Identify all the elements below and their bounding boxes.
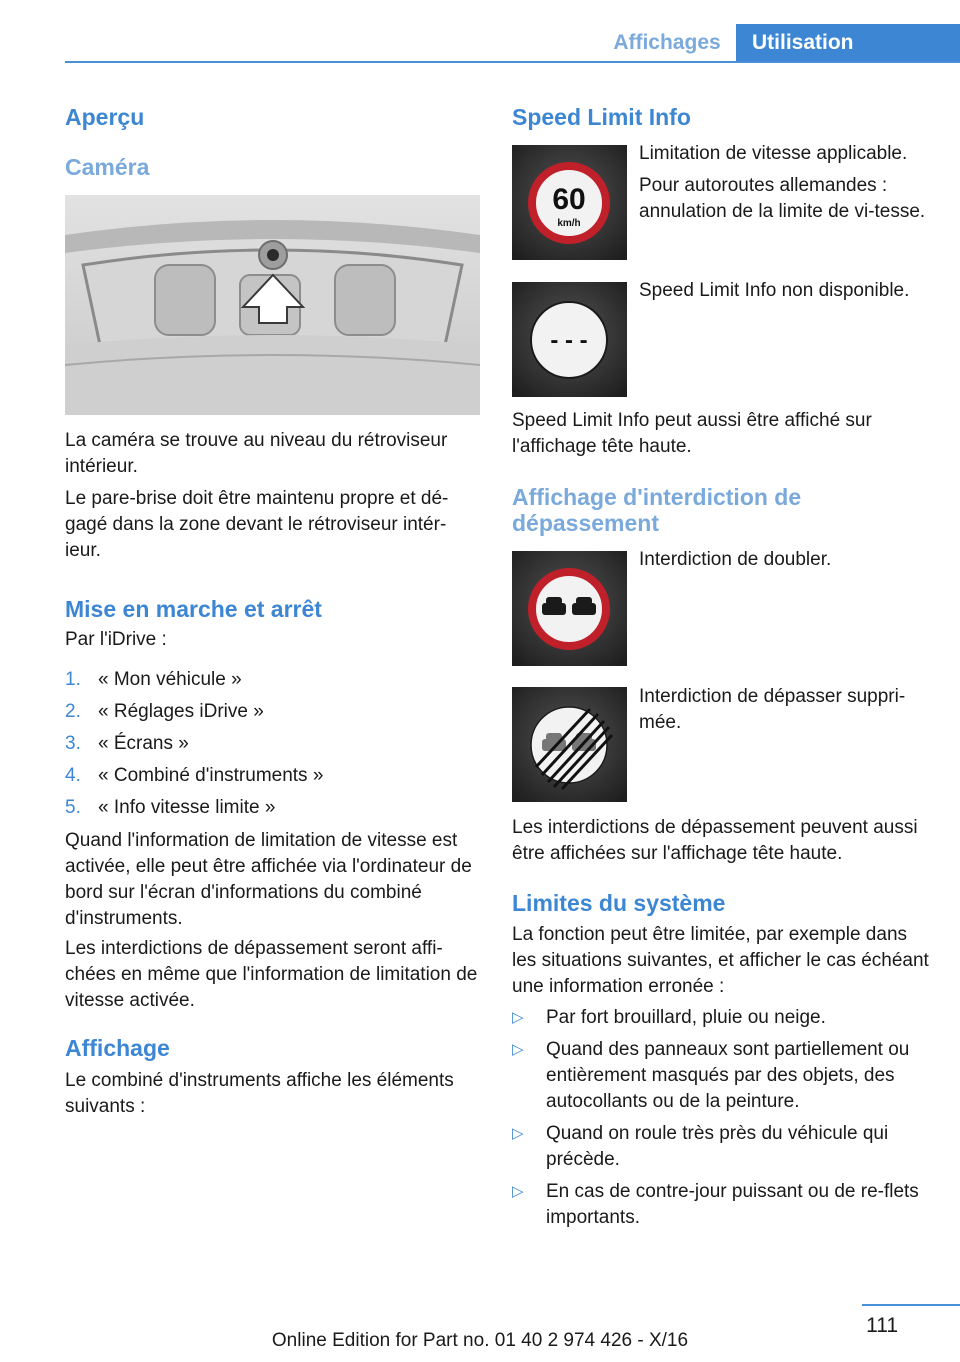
heading-limites: Limites du système [512, 890, 726, 916]
list-item: 4. « Combiné d'instruments » [65, 765, 324, 786]
header-rule [65, 61, 960, 63]
edition-note: Online Edition for Part no. 01 40 2 974 426 - X/16 [271, 1330, 689, 1351]
sign1-caption: Limitation de vitesse applicable. [639, 143, 908, 164]
mise-paragraph-2: Les interdictions de dépassement seront affi‐chées en même que l'information de limitation de vitesse activée. [65, 938, 478, 1011]
heading-interdiction: Affichage d'interdiction de dépassement [512, 484, 802, 536]
car-interior-image [65, 195, 480, 415]
heading-affichage: Affichage [65, 1035, 170, 1061]
header-section-tab: Affichages [613, 31, 721, 54]
sign-speed-60 [512, 145, 627, 260]
camera-paragraph-1: La caméra se trouve au niveau du rétroviseur intérieur. [65, 430, 448, 477]
header-chapter-tab: Utilisation [736, 24, 960, 63]
limites-list [512, 1005, 932, 1237]
speed-paragraph: Speed Limit Info peut aussi être affiché sur l'affichage tête haute. [512, 410, 872, 457]
sign3-caption: Interdiction de doubler. [639, 549, 832, 570]
camera-illustration [65, 195, 480, 415]
list-item: 2. « Réglages iDrive » [65, 701, 264, 722]
affichage-paragraph: Le combiné d'instruments affiche les éléments suivants : [65, 1070, 454, 1117]
list-item: ▷ En cas de contre-jour puissant ou de re‐flets importants. [512, 1181, 919, 1228]
interdiction-paragraph: Les interdictions de dépassement peuvent aussi être affichées sur l'affichage tête haute. [512, 817, 918, 864]
sign-speed-unavailable [512, 282, 627, 397]
bullet-triangle-icon: ▷ [512, 1125, 524, 1142]
sign-no-overtaking [512, 551, 627, 666]
bullet-triangle-icon: ▷ [512, 1009, 524, 1026]
heading-mise-en-marche: Mise en marche et arrêt [65, 596, 322, 622]
limites-paragraph: La fonction peut être limitée, par exemple dans les situations suivantes, et afficher le cas échéant une information erronée : [512, 924, 929, 997]
mise-intro: Par l'iDrive : [65, 629, 167, 650]
sign-speed-value: 60 [552, 183, 586, 216]
bullet-triangle-icon: ▷ [512, 1183, 524, 1200]
menu-path-list [65, 667, 480, 827]
sign-speed-unit: km/h [557, 218, 581, 229]
page-number: 111 [866, 1314, 898, 1337]
sign4-caption: Interdiction de dépasser suppri‐mée. [639, 686, 906, 733]
list-item: 1. « Mon véhicule » [65, 669, 242, 690]
list-item: ▷ Par fort brouillard, pluie ou neige. [512, 1005, 932, 1031]
camera-paragraph-2: Le pare-brise doit être maintenu propre et dé‐gagé dans la zone devant le rétroviseur intér‐ieur. [65, 488, 449, 561]
heading-speed-limit-info: Speed Limit Info [512, 104, 691, 130]
sign-dashes: - - - [550, 327, 588, 354]
heading-camera: Caméra [65, 154, 150, 180]
sign2-caption: Speed Limit Info non disponible. [639, 280, 910, 301]
list-item: ▷ Quand on roule très près du véhicule qui précède. [512, 1123, 889, 1170]
sign1-caption-2: Pour autoroutes allemandes : annulation de la limite de vi‐tesse. [639, 175, 926, 222]
mise-paragraph-1: Quand l'information de limitation de vitesse est activée, elle peut être affichée via l'ordinateur de bord sur l'écran d'informations du combiné d'instruments. [65, 830, 472, 929]
heading-apercu: Aperçu [65, 104, 145, 130]
list-item: 5. « Info vitesse limite » [65, 797, 276, 818]
list-item: 3. « Écrans » [65, 733, 189, 754]
bullet-triangle-icon: ▷ [512, 1041, 524, 1058]
footer-rule [862, 1304, 960, 1306]
list-item: ▷ Quand des panneaux sont partiellement ou entièrement masqués par des objets, des autocollants ou de la peinture. [512, 1039, 910, 1112]
sign-end-no-overtaking [512, 687, 627, 802]
